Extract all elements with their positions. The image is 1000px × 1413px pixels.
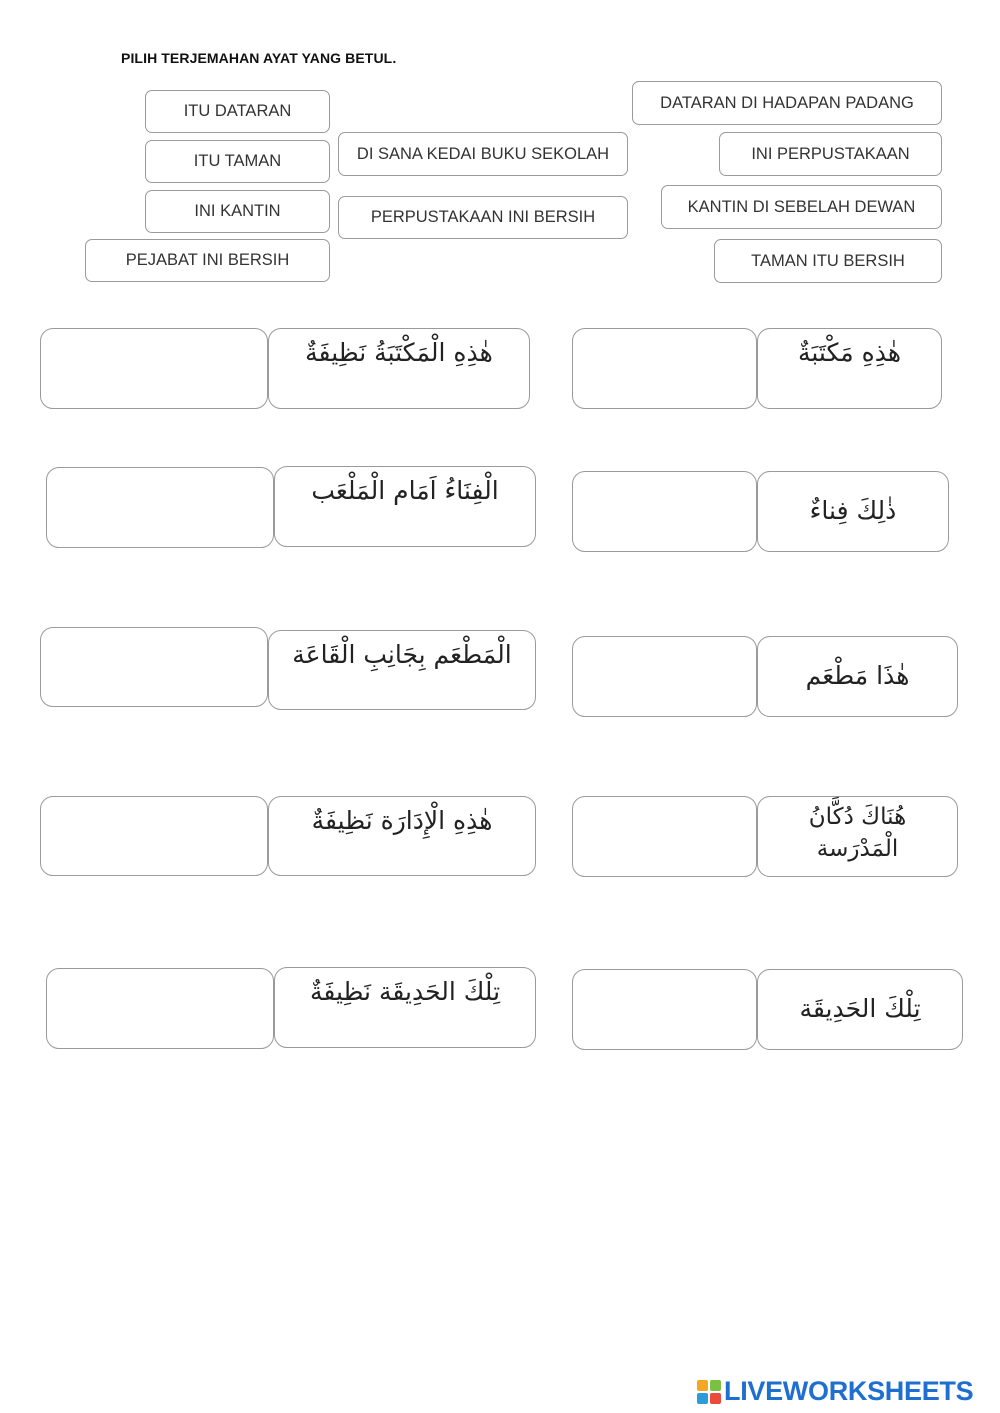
arabic-sentence: الْفِنَاءُ اَمَام الْمَلْعَب [311,476,499,505]
arabic-sentence: ذٰلِكَ فِناءٌ [809,496,897,526]
option-ini-kantin[interactable]: INI KANTIN [145,190,330,233]
liveworksheets-logo-icon [697,1380,721,1404]
answer-drop-box-3[interactable] [46,467,274,548]
answer-drop-box-1[interactable] [40,328,268,409]
answer-drop-box-8[interactable] [572,796,757,877]
brand-name: LIVEWORKSHEETS [724,1376,974,1406]
answer-drop-box-6[interactable] [572,636,757,717]
arabic-sentence-box-7 [268,796,536,876]
arabic-sentence-box-10 [757,969,963,1050]
arabic-sentence: هُنَاكَ دُكَّانُ الْمَدْرَسة [808,804,907,863]
option-perpustakaan-ini-bersih[interactable]: PERPUSTAKAAN INI BERSIH [338,196,628,239]
logo-square [697,1393,708,1404]
option-ini-perpustakaan[interactable]: INI PERPUSTAKAAN [719,132,942,176]
logo-square [697,1380,708,1391]
arabic-sentence: تِلْكَ الحَدِيقَة نَظِيفَةٌ [309,977,501,1006]
option-taman-itu-bersih[interactable]: TAMAN ITU BERSIH [714,239,942,283]
arabic-sentence: هٰذَا مَطْعَم [805,661,910,691]
answer-drop-box-5[interactable] [40,627,268,707]
arabic-sentence: هٰذِهِ الْإِدَارَة نَظِيفَةٌ [311,806,493,835]
answer-drop-box-7[interactable] [40,796,268,876]
instruction-text: PILIH TERJEMAHAN AYAT YANG BETUL. [121,50,397,66]
arabic-sentence: هٰذِهِ الْمَكْتَبَةُ نَظِيفَةٌ [305,338,493,367]
arabic-sentence-box-5 [268,630,536,710]
option-di-sana-kedai-buku-sekolah[interactable]: DI SANA KEDAI BUKU SEKOLAH [338,132,628,176]
answer-drop-box-9[interactable] [46,968,274,1049]
option-dataran-di-hadapan-padang[interactable]: DATARAN DI HADAPAN PADANG [632,81,942,125]
arabic-sentence: الْمَطْعَم بِجَانِبِ الْقَاعَة [292,640,512,669]
arabic-sentence: هٰذِهِ مَكْتَبَةٌ [797,338,902,367]
answer-drop-box-10[interactable] [572,969,757,1050]
logo-square [710,1380,721,1391]
arabic-sentence-box-4 [757,471,949,552]
option-itu-taman[interactable]: ITU TAMAN [145,140,330,183]
option-kantin-di-sebelah-dewan[interactable]: KANTIN DI SEBELAH DEWAN [661,185,942,229]
option-itu-dataran[interactable]: ITU DATARAN [145,90,330,133]
arabic-sentence-box-6 [757,636,958,717]
answer-drop-box-2[interactable] [572,328,757,409]
liveworksheets-brand [697,1376,973,1407]
arabic-sentence-box-1 [268,328,530,409]
arabic-sentence-box-9 [274,967,536,1048]
arabic-sentence-box-3 [274,466,536,547]
arabic-sentence-box-8 [757,796,958,877]
arabic-sentence-box-2 [757,328,942,409]
option-pejabat-ini-bersih[interactable]: PEJABAT INI BERSIH [85,239,330,282]
logo-square [710,1393,721,1404]
arabic-sentence: تِلْكَ الحَدِيقَة [799,994,921,1024]
answer-drop-box-4[interactable] [572,471,757,552]
